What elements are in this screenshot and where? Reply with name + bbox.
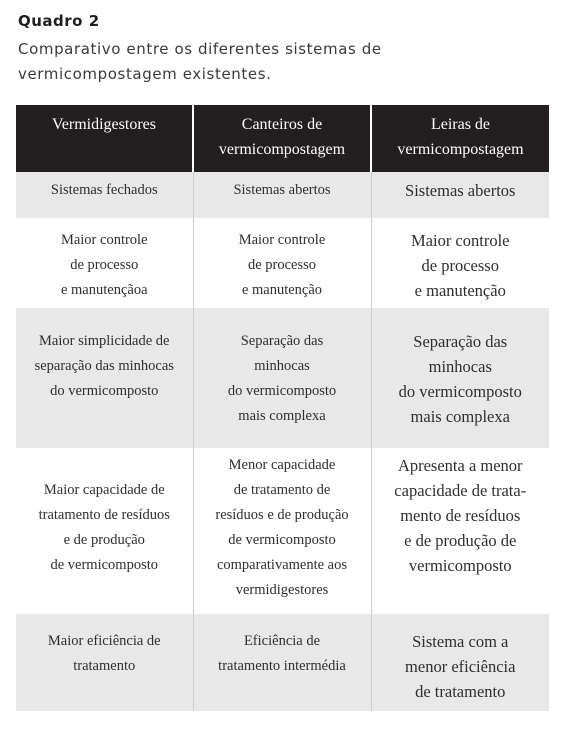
table-cell: Maior controle de processo e manutençãoa — [16, 218, 193, 308]
caption-label: Quadro 2 — [18, 12, 100, 30]
table-cell: Apresenta a menor capacidade de trata- mento de resíduos e de produção de vermicomposto — [394, 456, 527, 575]
caption-text: Comparativo entre os diferentes sistemas de vermicompostagem existentes. — [18, 40, 382, 83]
header-leiras: Leiras de vermicompostagem — [371, 105, 549, 172]
table-cell: Menor capacidade de tratamento de resíduos e de produção de vermicomposto comparativamente aos vermidigestores — [193, 448, 371, 614]
table-cell: Maior controle de processo e manutenção — [410, 231, 510, 300]
table-row — [16, 448, 549, 614]
table-cell: Maior controle de processo e manutenção — [193, 218, 371, 308]
table-row — [16, 308, 549, 448]
table-cell: Sistema com a menor eficiência de tratamento — [371, 614, 549, 711]
table-cell: Maior simplicidade de separação das minhocas do vermicomposto — [16, 308, 193, 448]
header-canteiros: Canteiros de vermicompostagem — [193, 105, 371, 172]
table-row — [16, 172, 549, 218]
table-cell: Separação das minhocas do vermicomposto mais complexa — [193, 308, 371, 448]
header-vermidigestores: Vermidigestores — [16, 105, 193, 172]
table-cell: Sistemas fechados — [16, 172, 193, 218]
table-cell: Separação das minhocas do vermicomposto mais complexa — [371, 308, 549, 448]
table-row — [16, 614, 549, 711]
table-header-row — [16, 105, 549, 172]
table-cell: Sistemas abertos — [371, 172, 549, 218]
comparison-table — [16, 105, 549, 711]
table-cell: Maior eficiência de tratamento — [16, 614, 193, 711]
table-cell: Maior capacidade de tratamento de resíduos e de produção de vermicomposto — [16, 448, 193, 614]
table-row — [16, 218, 549, 308]
table-cell: Eficiência de tratamento intermédia — [193, 614, 371, 711]
table-cell: Sistemas abertos — [193, 172, 371, 218]
